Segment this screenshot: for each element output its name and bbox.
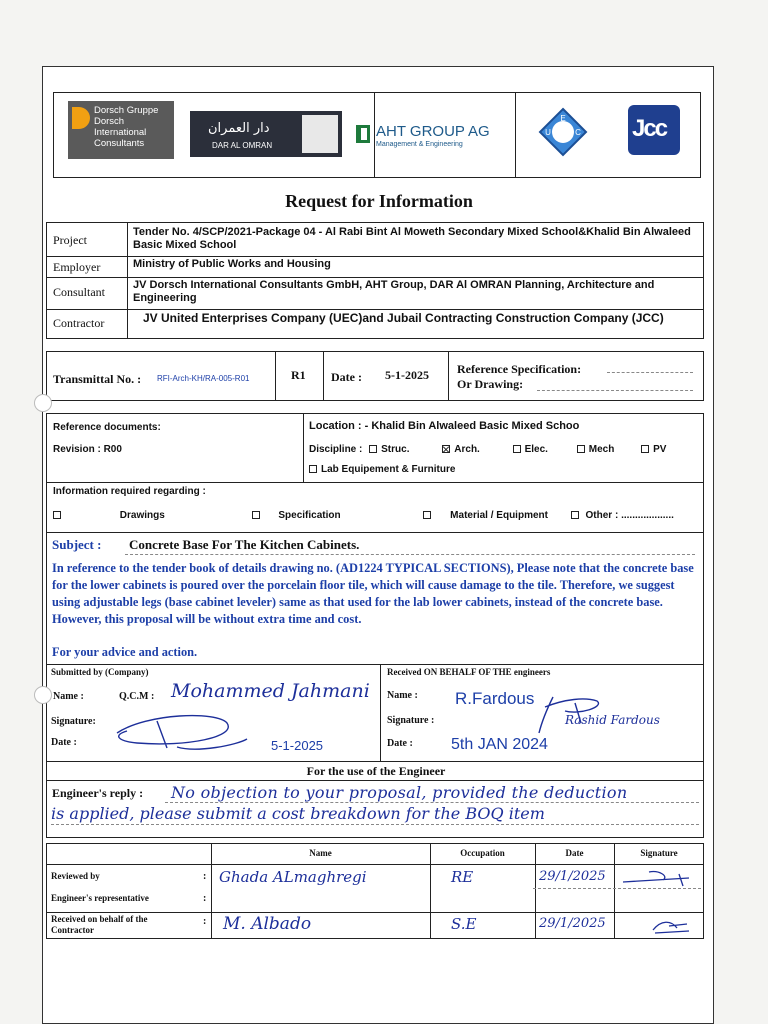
specification-label: Specification (278, 510, 341, 521)
dar-arabic-text: دار العمران (208, 121, 270, 136)
header-date: Date (565, 848, 584, 858)
received-name-value: R.Fardous (455, 689, 535, 708)
employer-value: Ministry of Public Works and Housing (133, 258, 331, 270)
revision-number: R1 (291, 368, 306, 382)
contractor-value: JV United Enterprises Company (UEC)and Jubail Contracting Construction Company (JCC) (143, 311, 664, 325)
dorsch-logo (68, 101, 174, 159)
row-contractor-signature (647, 916, 697, 936)
svg-text:U: U (545, 128, 551, 137)
mech-label: Mech (588, 444, 615, 455)
hole-punch (34, 394, 52, 412)
page-title: Request for Information (285, 191, 473, 211)
row-reviewed-date: 29/1/2025 (539, 869, 606, 884)
contractor-label: Contractor (53, 316, 105, 330)
received-signature-text: Rashid Fardous (565, 713, 660, 727)
jcc-logo (628, 105, 680, 155)
rfi-form-page (42, 66, 714, 1024)
transmittal-value: RFI-Arch-KH/RA-005-R01 (157, 374, 250, 383)
subject-label: Subject : (52, 537, 102, 552)
transmittal-row (46, 351, 704, 401)
discipline-label: Discipline : (309, 444, 363, 455)
engineer-section (46, 762, 704, 838)
other-label: Other : ................... (585, 510, 674, 521)
row-contractor-name: M. Albado (223, 914, 312, 934)
row-reviewed-name: Ghada ALmaghregi (219, 868, 367, 886)
info-required-row (53, 510, 674, 521)
employer-label: Employer (53, 260, 101, 274)
project-label: Project (53, 233, 87, 247)
pv-checkbox[interactable] (641, 445, 649, 453)
received-signature-label: Signature : (387, 715, 435, 726)
dar-latin-text: DAR AL OMRAN (212, 141, 273, 150)
reference-documents-label: Reference documents: (53, 422, 161, 433)
consultant-value: JV Dorsch International Consultants GmbH, AHT Group, DAR Al OMRAN Planning, Architecture and Engineering (133, 279, 655, 304)
aht-logo (356, 123, 501, 153)
other-checkbox[interactable] (571, 511, 579, 519)
info-required-label: Information required regarding : (53, 486, 206, 497)
header-signature: Signature (640, 848, 678, 858)
or-drawing-label: Or Drawing: (457, 377, 524, 391)
row-contractor-occupation: S.E (451, 915, 477, 933)
material-checkbox[interactable] (423, 511, 431, 519)
logo-header (53, 92, 701, 178)
drawings-label: Drawings (119, 510, 165, 521)
row-reviewed-label: Reviewed by (51, 871, 100, 881)
row-engineer-rep-colon: : (203, 893, 207, 904)
row-engineer-rep-label: Engineer's representative (51, 893, 149, 903)
received-header: Received ON BEHALF OF THE engineers (387, 667, 551, 677)
qcm-label: Q.C.M : (119, 691, 155, 702)
struc-label: Struc. (381, 444, 410, 455)
mech-checkbox[interactable] (577, 445, 585, 453)
body-closing: For your advice and action. (52, 645, 198, 659)
subject-section (46, 533, 704, 665)
engineer-reply-line-1: No objection to your proposal, provided the deduction (171, 783, 628, 802)
aht-mark-icon (356, 125, 370, 143)
submitted-name-value: Mohammed Jahmani (171, 680, 370, 702)
elec-checkbox[interactable] (513, 445, 521, 453)
elec-label: Elec. (524, 444, 548, 455)
uec-logo (538, 107, 588, 157)
consultant-label: Consultant (53, 285, 106, 299)
engineer-section-title: For the use of the Engineer (306, 764, 446, 778)
review-table (46, 843, 704, 939)
project-info-table (46, 222, 704, 339)
aht-subtitle: Management & Engineering (376, 141, 463, 148)
dorsch-mark-icon (72, 107, 90, 129)
header-occupation: Occupation (460, 848, 505, 858)
row-contractor-date: 29/1/2025 (539, 916, 606, 931)
row-reviewed-occupation: RE (451, 868, 474, 886)
header-name: Name (309, 848, 332, 858)
submitted-signature-image (107, 703, 257, 759)
revision-label: Revision : R00 (53, 444, 122, 455)
row-reviewed-signature (619, 866, 699, 890)
jcc-text: Jcc (632, 115, 667, 142)
received-date-value: 5th JAN 2024 (451, 736, 548, 753)
dorsch-line-3: International (94, 127, 147, 138)
dar-al-omran-logo (190, 111, 342, 157)
dorsch-line-1: Dorsch Gruppe (94, 105, 159, 116)
lab-row (309, 464, 455, 475)
date-value: 5-1-2025 (385, 368, 429, 382)
engineer-reply-line-2: is applied, please submit a cost breakdown for the BOQ item (51, 804, 545, 823)
transmittal-label: Transmittal No. : (53, 372, 142, 386)
received-date-label: Date : (387, 738, 413, 749)
struc-checkbox[interactable] (369, 445, 377, 453)
arch-checkbox[interactable] (442, 445, 450, 453)
material-label: Material / Equipment (450, 510, 548, 521)
drawings-checkbox[interactable] (53, 511, 61, 519)
submitted-date-value: 5-1-2025 (271, 738, 324, 753)
dorsch-line-4: Consultants (94, 138, 145, 149)
submitted-header: Submitted by (Company) (51, 667, 149, 677)
aht-name: AHT GROUP AG (376, 123, 490, 140)
pv-label: PV (653, 444, 667, 455)
hole-punch (34, 686, 52, 704)
row-contractor-colon: : (203, 916, 207, 927)
specification-checkbox[interactable] (252, 511, 260, 519)
date-label: Date : (331, 370, 362, 384)
submission-section (46, 664, 704, 762)
dorsch-line-2: Dorsch (94, 116, 125, 127)
engineer-reply-label: Engineer's reply : (52, 786, 144, 800)
submitted-name-label: Name : (53, 691, 84, 702)
received-name-label: Name : (387, 690, 418, 701)
svg-text:E: E (560, 114, 566, 123)
submitted-signature-label: Signature: (51, 716, 96, 727)
subject-value: Concrete Base For The Kitchen Cabinets. (129, 537, 360, 552)
submitted-date-label: Date : (51, 737, 77, 748)
svg-text:C: C (575, 128, 581, 137)
location-label: Location : - Khalid Bin Alwaleed Basic Mixed Schoo (309, 420, 580, 432)
row-contractor-label: Received on behalf of the Contractor (51, 914, 148, 935)
arch-label: Arch. (454, 444, 480, 455)
body-paragraph: In reference to the tender book of details drawing no. (AD1224 TYPICAL SECTIONS), Please note that the concrete base for the lower cabinets is poured over the porcelain floor tile, which will cause damage to the tile. Therefore, we suggest using adjustable legs (base cabinet leveler) same as that used for the lab lower cabinets, instead of the concrete base. However, this proposal will be without extra time and cost. (52, 561, 694, 626)
lab-checkbox[interactable] (309, 465, 317, 473)
lab-label: Lab Equipement & Furniture (321, 464, 456, 475)
discipline-row (309, 444, 666, 455)
project-value: Tender No. 4/SCP/2021-Package 04 - Al Rabi Bint Al Moweth Secondary Mixed School&Khalid Bin Alwaleed Basic Mixed School (133, 226, 691, 251)
reference-spec-label: Reference Specification: (457, 362, 582, 376)
dar-emblem-icon (302, 115, 338, 153)
row-reviewed-colon: : (203, 871, 207, 882)
reference-section (46, 413, 704, 533)
